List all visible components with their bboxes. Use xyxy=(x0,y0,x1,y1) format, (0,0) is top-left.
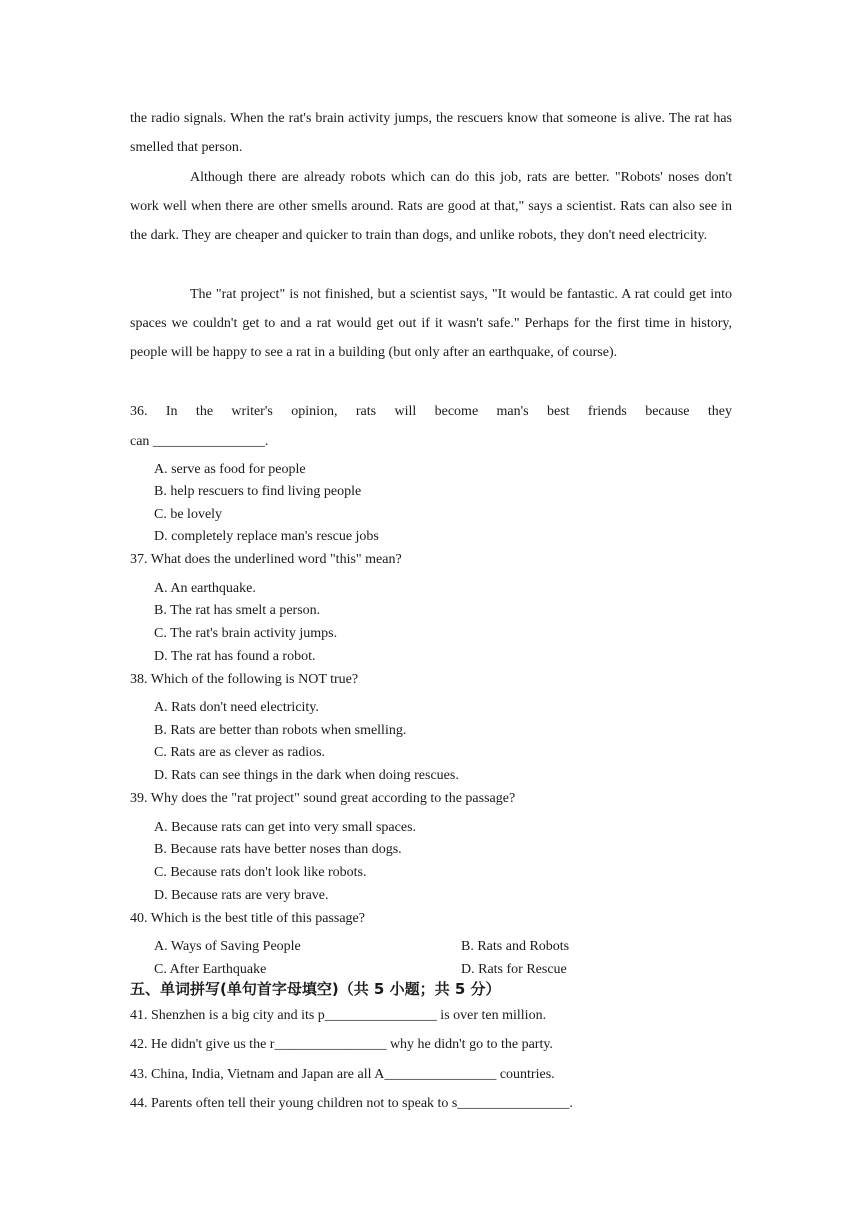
question-40-option-c: C. After Earthquake xyxy=(154,962,267,977)
question-36-stem: 36. In the writer's opinion, rats will become man's best friends because they xyxy=(130,404,732,419)
question-36-option-c: C. be lovely xyxy=(154,507,223,522)
passage-paragraph-3: The "rat project" is not finished, but a scientist says, "It would be fantastic. A rat could get into spaces we couldn't get to and a rat would get out if it wasn't safe." Perhaps for the first time in history, people will be happy to see a rat in a building (but only after an earthquake, of course). xyxy=(130,287,732,361)
question-40-option-b: B. Rats and Robots xyxy=(461,939,570,954)
section-5-heading: 五、单词拼写(单句首字母填空)（共 5 小题；共 5 分） xyxy=(130,980,501,998)
question-38-option-a: A. Rats don't need electricity. xyxy=(154,700,319,715)
question-38-option-d: D. Rats can see things in the dark when doing rescues. xyxy=(154,768,459,783)
question-43: 43. China, India, Vietnam and Japan are all A________________ countries. xyxy=(130,1067,555,1082)
question-40-option-a: A. Ways of Saving People xyxy=(154,939,301,954)
question-39-option-c: C. Because rats don't look like robots. xyxy=(154,865,367,880)
passage-paragraph-1-continued: the radio signals. When the rat's brain activity jumps, the rescuers know that someone is alive. The rat has smelled that person. xyxy=(130,111,732,156)
question-36-option-d: D. completely replace man's rescue jobs xyxy=(154,529,379,544)
question-37-stem: 37. What does the underlined word "this" mean? xyxy=(130,552,402,567)
question-39-stem: 39. Why does the "rat project" sound great according to the passage? xyxy=(130,791,516,806)
question-36-option-b: B. help rescuers to find living people xyxy=(154,484,362,499)
question-37-option-c: C. The rat's brain activity jumps. xyxy=(154,626,338,641)
question-44: 44. Parents often tell their young children not to speak to s________________. xyxy=(130,1096,573,1111)
question-38-option-b: B. Rats are better than robots when smelling. xyxy=(154,723,407,738)
question-37-option-b: B. The rat has smelt a person. xyxy=(154,603,321,618)
question-39-option-d: D. Because rats are very brave. xyxy=(154,888,329,903)
question-37-option-d: D. The rat has found a robot. xyxy=(154,649,316,664)
question-37-option-a: A. An earthquake. xyxy=(154,581,256,596)
question-36-option-a: A. serve as food for people xyxy=(154,462,306,477)
question-39-option-a: A. Because rats can get into very small spaces. xyxy=(154,820,417,835)
question-38-stem: 38. Which of the following is NOT true? xyxy=(130,672,359,687)
passage-paragraph-2: Although there are already robots which can do this job, rats are better. "Robots' noses don't work well when there are other smells around. Rats are good at that," says a scientist. Rats can also see in the dark. They are cheaper and quicker to train than dogs, and unlike robots, they don't need electricity. xyxy=(130,170,732,244)
question-42: 42. He didn't give us the r________________ why he didn't go to the party. xyxy=(130,1037,553,1052)
question-39-option-b: B. Because rats have better noses than dogs. xyxy=(154,842,402,857)
question-41: 41. Shenzhen is a big city and its p________________ is over ten million. xyxy=(130,1008,547,1023)
question-40-stem: 40. Which is the best title of this passage? xyxy=(130,911,365,926)
question-36-stem-continued: can ________________. xyxy=(130,434,269,449)
question-38-option-c: C. Rats are as clever as radios. xyxy=(154,745,326,760)
question-40-option-d: D. Rats for Rescue xyxy=(461,962,567,977)
